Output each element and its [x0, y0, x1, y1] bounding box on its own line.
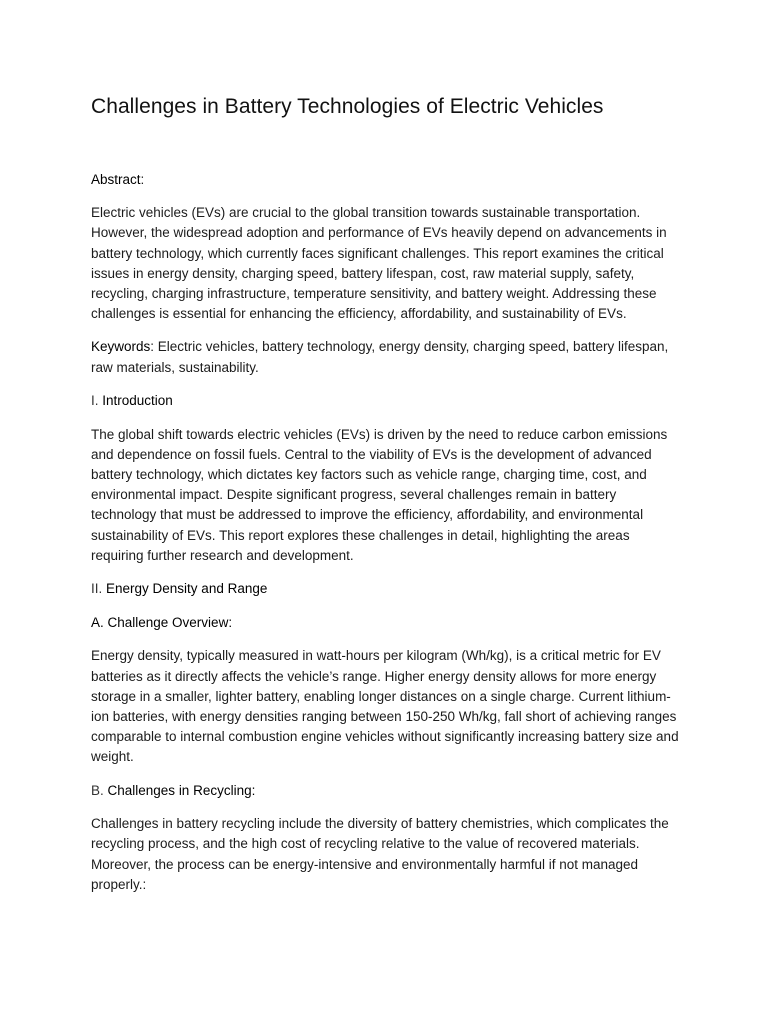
section-numeral: I. [91, 392, 103, 408]
subsection-numeral: B. [91, 782, 108, 798]
section-heading-energy-density [91, 579, 680, 599]
subsection-heading-recycling [91, 781, 680, 801]
subsection-heading-text: Challenges in Recycling: [107, 782, 256, 798]
abstract-text: Electric vehicles (EVs) are crucial to the global transition towards sustainable transportation. However, the widespread adoption and performance of EVs heavily depend on advancements in battery technology, which currently faces significant challenges. This report examines the critical issues in energy density, charging speed, battery lifespan, cost, raw material supply, safety, recycling, charging infrastructure, temperature sensitivity, and battery weight. Addressing these challenges is essential for enhancing the efficiency, affordability, and sustainability of EVs. [91, 205, 667, 322]
abstract-label: Abstract [91, 172, 141, 187]
subsection-heading-challenge-overview: A. Challenge Overview: [91, 614, 233, 630]
section-heading-introduction [91, 391, 680, 411]
keywords-label: Keywords [91, 339, 151, 355]
recycling-text: Challenges in battery recycling include the diversity of battery chemistries, which complicates the recycling process, and the high cost of recycling relative to the value of recovered materials. Moreover, the process can be energy-intensive and environmentally harmful if not managed properly.: [91, 816, 669, 892]
section-heading-text: Energy Density and Range [106, 580, 268, 596]
challenge-overview-text: Energy density, typically measured in watt-hours per kilogram (Wh/kg), is a critical metric for EV batteries as it directly affects the vehicle’s range. Higher energy density allows for more energy storage in a smaller, lighter battery, enabling longer distances on a single charge. Current lithium-ion batteries, with energy densities ranging between 150-250 Wh/kg, fall short of achieving ranges comparable to internal combustion engine vehicles without significantly increasing battery size and weight. [91, 648, 679, 765]
keywords-text: : Electric vehicles, battery technology, energy density, charging speed, battery lifespan, raw materials, sustainability. [91, 339, 669, 375]
section-heading-text: Introduction [102, 392, 173, 408]
section-numeral: II. [91, 580, 107, 596]
introduction-text: The global shift towards electric vehicles (EVs) is driven by the need to reduce carbon emissions and dependence on fossil fuels. Central to the viability of EVs is the development of advanced battery technology, which dictates key factors such as vehicle range, charging time, cost, and environmental impact. Despite significant progress, several challenges remain in battery technology that must be addressed to improve the efficiency, affordability, and environmental sustainability of EVs. This report explores these challenges in detail, highlighting the areas requiring further research and development. [91, 426, 668, 563]
document-title: Challenges in Battery Technologies of Electric Vehicles [91, 95, 604, 118]
abstract-heading [91, 170, 680, 190]
abstract-label-suffix: : [140, 172, 145, 187]
keywords-paragraph [91, 337, 680, 377]
